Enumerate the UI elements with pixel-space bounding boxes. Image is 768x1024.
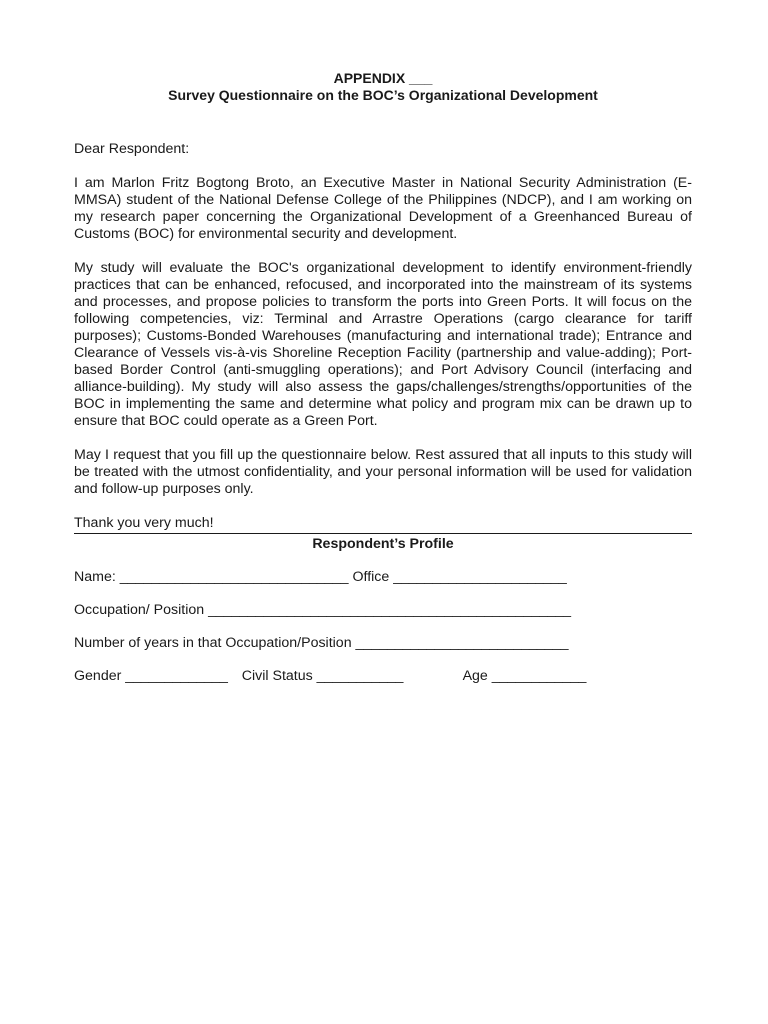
- name-office-field: Name: _____________________________ Office ______________________: [74, 569, 567, 585]
- study-paragraph: My study will evaluate the BOC's organizational development to identify environment-friendly practices that can be enhanced, refocused, and incorporated into the mainstream of its systems and processes, and propose policies to transform the ports into Green Ports. It will focus on the following competencies, viz: Terminal and Arrastre Operations (cargo clearance for tariff purposes); Customs-Bonded Warehouses (manufacturing and international trade); Entrance and Clearance of Vessels vis-à-vis Shoreline Reception Facility (partnership and value-adding); Port-based Border Control (anti-smuggling operations); and Port Advisory Council (interfacing and alliance-building). My study will also assess the gaps/challenges/strengths/opportunities of the BOC in implementing the same and determine what policy and program mix can be drawn up to ensure that BOC could operate as a Green Port.: [74, 260, 692, 429]
- years-field: Number of years in that Occupation/Position ___________________________: [74, 635, 569, 651]
- civil-status-field: Civil Status ___________: [241, 668, 404, 684]
- salutation: Dear Respondent:: [74, 141, 190, 157]
- appendix-heading: APPENDIX ___: [333, 70, 433, 86]
- occupation-field: Occupation/ Position ______________________________________________: [74, 602, 572, 618]
- closing-line: [74, 515, 692, 534]
- document-title: Survey Questionnaire on the BOC’s Organizational Development: [168, 87, 598, 103]
- gender-status-age-row: [74, 667, 692, 685]
- request-paragraph: May I request that you fill up the questionnaire below. Rest assured that all inputs to this study will be treated with the utmost confidentiality, and your personal information will be used for validation and follow-up purposes only.: [74, 447, 692, 497]
- intro-paragraph: I am Marlon Fritz Bogtong Broto, an Executive Master in National Security Administration (E-MMSA) student of the National Defense College of the Philippines (NDCP), and I am working on my research paper concerning the Organizational Development of a Greenhanced Bureau of Customs (BOC) for environmental security and development.: [74, 175, 692, 242]
- profile-heading: Respondent’s Profile: [312, 536, 454, 552]
- age-field: Age ____________: [462, 668, 587, 684]
- gender-field: Gender _____________: [74, 668, 228, 684]
- document-page: [74, 70, 692, 685]
- closing-text: Thank you very much!: [74, 515, 214, 531]
